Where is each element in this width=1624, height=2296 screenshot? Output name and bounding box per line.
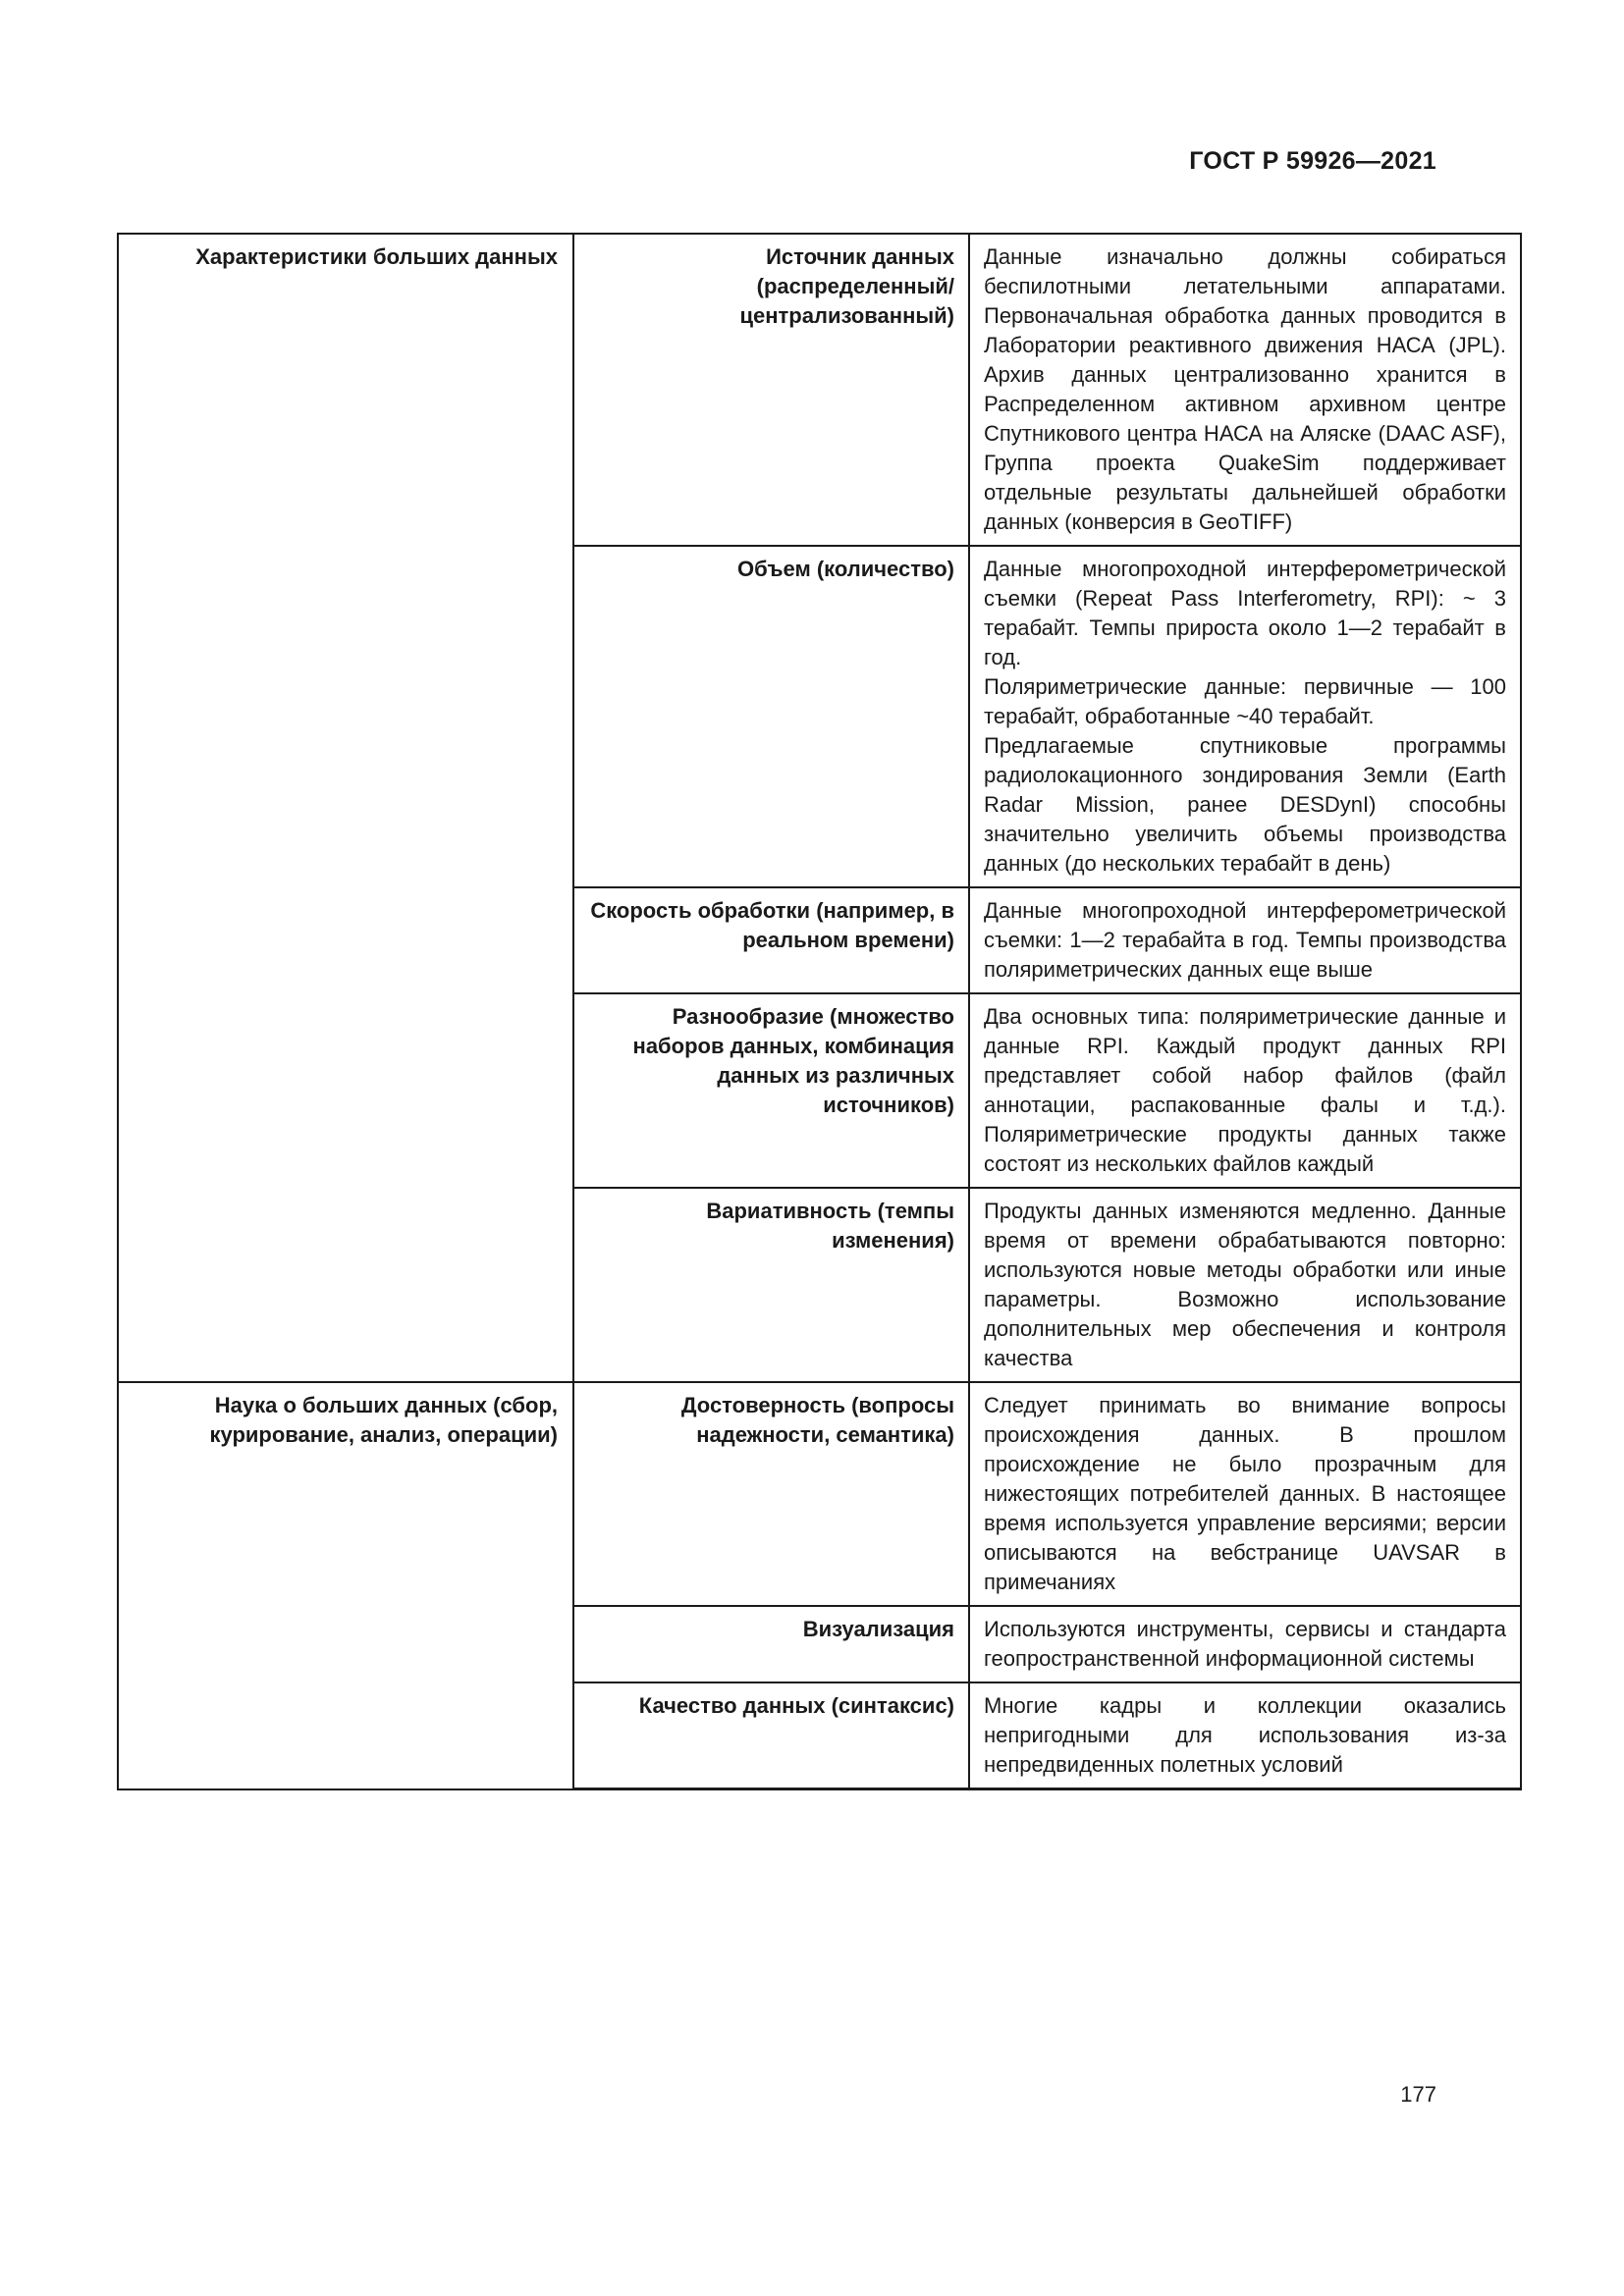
description-cell: [969, 1606, 1521, 1682]
characteristic-cell: Скорость обработки (например, в реальном времени): [573, 887, 969, 993]
description-cell: [969, 234, 1521, 546]
description-cell: [969, 1382, 1521, 1606]
characteristic-cell: Качество данных (синтаксис): [573, 1682, 969, 1789]
description-cell: [969, 1682, 1521, 1789]
characteristic-cell: Визуализация: [573, 1606, 969, 1682]
group-label-cell: Наука о больших данных (сбор, курирование, анализ, операции): [118, 1382, 573, 1789]
group-label-cell: Характеристики больших данных: [118, 234, 573, 1382]
description-paragraph: Используются инструменты, сервисы и стандарта геопространственной информационной системы: [984, 1617, 1506, 1671]
description-paragraph: Предлагаемые спутниковые программы радиолокационного зондирования Земли (Earth Radar Mission, ранее DESDynI) способны значительно увеличить объемы производства данных (до нескольких терабайт в день): [984, 733, 1506, 876]
description-cell: [969, 993, 1521, 1188]
table-row: [118, 1382, 1521, 1606]
characteristic-cell: Источник данных (распределенный/ централизованный): [573, 234, 969, 546]
characteristic-cell: Достоверность (вопросы надежности, семантика): [573, 1382, 969, 1606]
page-number: 177: [1400, 2082, 1436, 2107]
description-paragraph: Данные изначально должны собираться беспилотными летательными аппаратами. Первоначальная обработка данных проводится в Лаборатории реактивного движения НАСА (JPL). Архив данных централизованно хранится в Распределенном активном архивном центре Спутникового центра НАСА на Аляске (DAAC ASF), Группа проекта QuakeSim поддерживает отдельные результаты дальнейшей обработки данных (конверсия в GeoTIFF): [984, 244, 1506, 534]
description-paragraph: Многие кадры и коллекции оказались непригодными для использования из-за непредвиденных полетных условий: [984, 1693, 1506, 1777]
description-paragraph: Следует принимать во внимание вопросы происхождения данных. В прошлом происхождение не было прозрачным для нижестоящих потребителей данных. В настоящее время используется управление версиями; версии описываются на вебстранице UAVSAR в примечаниях: [984, 1393, 1506, 1594]
description-cell: [969, 546, 1521, 887]
description-cell: [969, 887, 1521, 993]
characteristic-cell: Вариативность (темпы изменения): [573, 1188, 969, 1382]
table-row: [118, 234, 1521, 546]
characteristics-table: [117, 233, 1522, 1790]
description-paragraph: Продукты данных изменяются медленно. Данные время от времени обрабатываются повторно: используются новые методы обработки или иные параметры. Возможно использование дополнительных мер обеспечения и контроля качества: [984, 1199, 1506, 1370]
description-paragraph: Данные многопроходной интерферометрической съемки (Repeat Pass Interferometry, RPI): ~ 3 терабайт. Темпы прироста около 1—2 терабайт в год.: [984, 557, 1506, 669]
description-cell: [969, 1188, 1521, 1382]
characteristic-cell: Объем (количество): [573, 546, 969, 887]
description-paragraph: Данные многопроходной интерферометрической съемки: 1—2 терабайта в год. Темпы производства поляриметрических данных еще выше: [984, 898, 1506, 982]
document-header: ГОСТ Р 59926—2021: [1189, 147, 1436, 175]
description-paragraph: Два основных типа: поляриметрические данные и данные RPI. Каждый продукт данных RPI представляет собой набор файлов (файл аннотации, распакованные фалы и т.д.). Поляриметрические продукты данных также состоят из нескольких файлов каждый: [984, 1004, 1506, 1176]
description-paragraph: Поляриметрические данные: первичные — 100 терабайт, обработанные ~40 терабайт.: [984, 674, 1506, 728]
characteristic-cell: Разнообразие (множество наборов данных, комбинация данных из различных источников): [573, 993, 969, 1188]
